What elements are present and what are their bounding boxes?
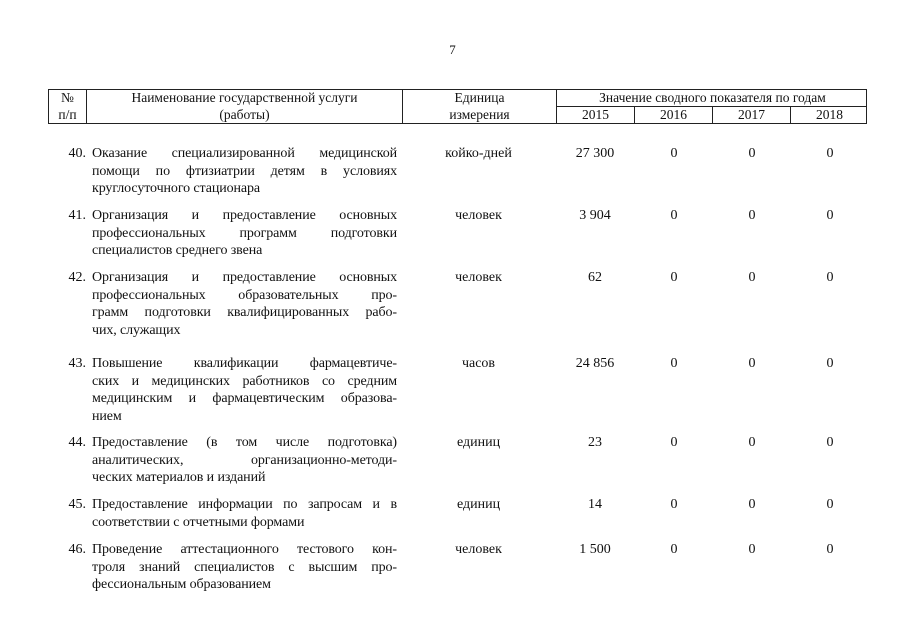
row-number: 45. <box>68 497 86 512</box>
row-number: 42. <box>68 270 86 285</box>
value-2016: 0 <box>670 435 678 450</box>
service-name-line: профессиональных программ подготовки <box>92 225 397 241</box>
service-name-line: круглосуточного стационара <box>92 181 261 196</box>
unit-of-measure: человек <box>455 208 502 223</box>
header-num-label: № <box>61 90 74 105</box>
header-num-label: п/п <box>58 107 77 122</box>
service-name-line: Предоставление (в том числе подготовка) <box>92 435 397 450</box>
service-name-line: ских и медицинских работников со средним <box>92 373 397 389</box>
value-2018: 0 <box>826 270 834 285</box>
service-name-line: Организация и предоставление основных <box>92 270 397 285</box>
value-2015: 14 <box>588 497 602 512</box>
value-2018: 0 <box>826 356 834 371</box>
service-name-line: троля знаний специалистов с высшим про- <box>92 559 397 575</box>
row-number: 46. <box>68 542 86 557</box>
value-2016: 0 <box>670 356 678 371</box>
service-name-line: Повышение квалификации фармацевтиче- <box>92 356 397 371</box>
header-value-title: Значение сводного показателя по годам <box>599 90 826 105</box>
service-name <box>92 541 397 594</box>
header-name-label: (работы) <box>219 107 270 122</box>
unit-of-measure: единиц <box>456 497 501 512</box>
value-2016: 0 <box>670 270 678 285</box>
service-name-line: нием <box>92 408 122 424</box>
value-2017: 0 <box>748 146 756 161</box>
value-2018: 0 <box>826 435 834 450</box>
service-name-line: профессиональных образовательных про- <box>92 287 397 303</box>
header-year: 2017 <box>738 107 765 122</box>
unit-of-measure: единиц <box>456 435 501 450</box>
service-name-line: Проведение аттестационного тестового кон- <box>92 542 397 557</box>
value-2016: 0 <box>670 497 678 512</box>
value-2017: 0 <box>748 542 756 557</box>
table-header <box>48 89 867 124</box>
service-name-line: ческих материалов и изданий <box>92 470 266 485</box>
value-2017: 0 <box>748 356 756 371</box>
header-year: 2016 <box>660 107 687 122</box>
service-name-line: чих, служащих <box>92 322 181 338</box>
service-name-line: Предоставление информации по запросам и в <box>92 497 397 512</box>
value-2016: 0 <box>670 542 678 557</box>
service-name-line: грамм подготовки квалифицированных рабо- <box>92 305 397 320</box>
value-2015: 62 <box>588 270 602 285</box>
service-name <box>92 355 397 425</box>
service-name <box>92 145 397 198</box>
service-name <box>92 269 397 339</box>
value-2015: 27 300 <box>575 146 615 161</box>
service-name-line: Организация и предоставление основных <box>92 208 397 223</box>
value-2017: 0 <box>748 208 756 223</box>
header-name-label: Наименование государственной услуги <box>131 90 358 105</box>
service-name-line: медицинским и фармацевтическим образова- <box>92 391 397 406</box>
row-number: 40. <box>68 146 86 161</box>
page-number: 7 <box>449 42 456 57</box>
value-2015: 24 856 <box>575 356 615 371</box>
service-name-line: аналитических, организационно-методи- <box>92 452 397 468</box>
row-number: 44. <box>68 435 86 450</box>
unit-of-measure: человек <box>455 542 502 557</box>
service-name-line: Оказание специализированной медицинской <box>92 146 397 161</box>
value-2016: 0 <box>670 146 678 161</box>
service-name-line: фессиональным образованием <box>92 577 271 592</box>
unit-of-measure: койко-дней <box>445 146 512 161</box>
value-2017: 0 <box>748 435 756 450</box>
value-2018: 0 <box>826 208 834 223</box>
value-2015: 3 904 <box>579 208 611 223</box>
header-year: 2015 <box>582 107 609 122</box>
service-name <box>92 496 397 531</box>
header-unit-label: Единица <box>454 90 505 105</box>
service-name-line: соответствии с отчетными формами <box>92 514 305 530</box>
value-2016: 0 <box>670 208 678 223</box>
value-2017: 0 <box>748 270 756 285</box>
service-name <box>92 207 397 260</box>
value-2017: 0 <box>748 497 756 512</box>
service-name-line: помощи по фтизиатрии детям в условиях <box>92 163 397 179</box>
header-unit-label: измерения <box>449 107 510 122</box>
value-2018: 0 <box>826 497 834 512</box>
value-2015: 1 500 <box>579 542 611 557</box>
unit-of-measure: часов <box>461 356 496 371</box>
header-year: 2018 <box>816 107 843 122</box>
service-name <box>92 434 397 487</box>
row-number: 41. <box>68 208 86 223</box>
value-2018: 0 <box>826 146 834 161</box>
unit-of-measure: человек <box>455 270 502 285</box>
value-2018: 0 <box>826 542 834 557</box>
service-name-line: специалистов среднего звена <box>92 243 263 258</box>
value-2015: 23 <box>588 435 602 450</box>
row-number: 43. <box>68 356 86 371</box>
